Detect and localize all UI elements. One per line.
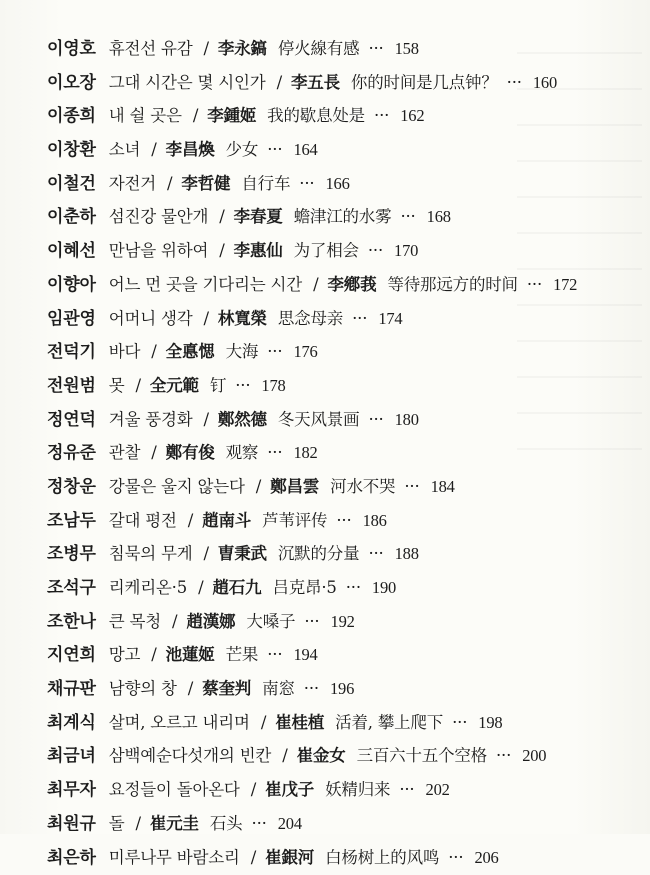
author-korean: 이향아 xyxy=(47,274,96,295)
leader-dots: ··· xyxy=(448,847,464,867)
author-chinese: 林寬榮 xyxy=(217,308,267,328)
poem-title-korean: 살며, 오르고 내리며 xyxy=(108,712,250,732)
leader-dots: ··· xyxy=(303,679,319,699)
author-chinese: 全悳愢 xyxy=(165,342,215,362)
page-number: 180 xyxy=(394,409,419,429)
author-chinese: 趙石九 xyxy=(212,578,262,597)
leader-dots: ··· xyxy=(267,443,283,463)
separator: / xyxy=(203,409,209,429)
author-korean: 이혜선 xyxy=(47,241,96,262)
poem-title-korean: 돌 xyxy=(108,813,125,833)
author-korean: 전덕기 xyxy=(47,342,96,363)
toc-entry-13 xyxy=(47,436,647,470)
poem-title-korean: 큰 목청 xyxy=(108,611,161,631)
author-chinese: 崔元圭 xyxy=(149,813,199,833)
author-korean: 지연희 xyxy=(47,645,96,666)
poem-title-korean: 소녀 xyxy=(108,140,141,160)
leader-dots: ··· xyxy=(267,645,283,665)
author-chinese: 李永鎬 xyxy=(217,39,267,58)
poem-title-chinese: 沉默的分量 xyxy=(277,544,360,564)
author-korean: 최은하 xyxy=(47,847,96,868)
author-chinese: 鄭然德 xyxy=(217,409,267,429)
poem-title-chinese: 等待那远方的时间 xyxy=(387,274,518,294)
page-number: 176 xyxy=(293,342,318,362)
poem-title-korean: 바다 xyxy=(108,342,141,362)
poem-title-chinese: 冬天风景画 xyxy=(277,409,360,429)
leader-dots: ··· xyxy=(404,476,420,496)
page-number: 192 xyxy=(330,611,355,631)
poem-title-korean: 망고 xyxy=(108,645,141,665)
poem-title-chinese: 大海 xyxy=(225,342,259,362)
poem-title-chinese: 观察 xyxy=(225,443,259,463)
separator: / xyxy=(187,679,194,699)
separator: / xyxy=(313,274,319,294)
author-chinese: 李五長 xyxy=(290,72,340,92)
poem-title-korean: 만남을 위하여 xyxy=(108,241,209,261)
leader-dots: ··· xyxy=(399,780,415,800)
leader-dots: ··· xyxy=(267,342,283,362)
toc-entry-8 xyxy=(47,268,647,302)
toc-entry-1 xyxy=(47,32,647,66)
page-number: 174 xyxy=(378,308,403,328)
author-korean: 조한나 xyxy=(47,611,96,632)
author-chinese: 李鄕莪 xyxy=(327,274,377,294)
toc-entry-2 xyxy=(47,66,647,100)
leader-dots: ··· xyxy=(235,375,251,395)
poem-title-korean: 어머니 생각 xyxy=(108,308,193,328)
author-korean: 임관영 xyxy=(47,308,96,329)
separator: / xyxy=(219,207,225,227)
poem-title-korean: 미루나무 바람소리 xyxy=(108,847,240,867)
leader-dots: ··· xyxy=(400,207,416,227)
poem-title-chinese: 你的时间是几点钟？ xyxy=(350,72,498,92)
toc-entry-25 xyxy=(47,841,647,875)
separator: / xyxy=(151,645,157,665)
poem-title-chinese: 为了相会 xyxy=(293,241,359,261)
poem-title-korean: 갈대 평전 xyxy=(108,510,177,530)
poem-title-chinese: 芦苇评传 xyxy=(262,510,328,530)
page-number: 186 xyxy=(362,510,387,530)
poem-title-korean: 삼백예순다섯개의 빈칸 xyxy=(108,746,272,766)
poem-title-korean: 못 xyxy=(108,375,125,395)
poem-title-chinese: 石头 xyxy=(209,813,243,833)
author-korean: 조남두 xyxy=(47,510,96,531)
author-korean: 이종희 xyxy=(47,106,96,127)
page-number: 200 xyxy=(522,746,547,766)
separator: / xyxy=(203,39,209,58)
poem-title-chinese: 白杨树上的风鸣 xyxy=(325,847,440,867)
author-korean: 전원범 xyxy=(47,375,96,396)
poem-title-korean: 강물은 울지 않는다 xyxy=(108,476,245,496)
author-chinese: 鄭有俊 xyxy=(165,443,215,463)
author-chinese: 李惠仙 xyxy=(233,241,283,261)
page-number: 182 xyxy=(293,443,318,463)
toc-entry-9 xyxy=(47,302,647,336)
separator: / xyxy=(166,173,173,193)
author-korean: 채규판 xyxy=(47,679,96,700)
leader-dots: ··· xyxy=(368,544,384,564)
page-number: 190 xyxy=(371,578,397,597)
separator: / xyxy=(151,443,157,463)
author-chinese: 趙南斗 xyxy=(202,510,252,530)
poem-title-chinese: 芒果 xyxy=(225,645,259,665)
poem-title-korean: 남향의 창 xyxy=(108,679,177,699)
leader-dots: ··· xyxy=(299,173,315,193)
separator: / xyxy=(192,106,199,126)
separator: / xyxy=(276,72,282,92)
toc-entry-18 xyxy=(47,605,647,639)
author-chinese: 全元範 xyxy=(149,375,199,395)
author-chinese: 李春夏 xyxy=(233,207,283,227)
leader-dots: ··· xyxy=(526,274,543,294)
author-korean: 이영호 xyxy=(47,39,96,59)
separator: / xyxy=(219,241,225,261)
page-number: 204 xyxy=(277,813,302,833)
poem-title-chinese: 活着, 攀上爬下 xyxy=(335,712,444,732)
author-korean: 조병무 xyxy=(47,544,96,565)
poem-title-korean: 어느 먼 곳을 기다리는 시간 xyxy=(108,274,303,294)
separator: / xyxy=(198,578,204,597)
poem-title-korean: 리케리온·5 xyxy=(108,578,188,597)
poem-title-korean: 겨울 풍경화 xyxy=(108,409,193,429)
toc-entry-11 xyxy=(47,369,647,403)
page-number: 198 xyxy=(478,712,503,732)
leader-dots: ··· xyxy=(345,578,361,597)
separator: / xyxy=(187,510,194,530)
page-number: 164 xyxy=(293,140,318,160)
poem-title-chinese: 妖精归来 xyxy=(325,780,391,800)
poem-title-chinese: 我的歇息处是 xyxy=(267,106,365,126)
poem-title-chinese: 蟾津江的水雾 xyxy=(293,207,392,227)
toc-entry-3 xyxy=(47,99,647,133)
author-korean: 최금녀 xyxy=(47,746,96,767)
author-korean: 정연덕 xyxy=(47,409,96,430)
author-chinese: 崔桂植 xyxy=(275,712,325,732)
author-korean: 정유준 xyxy=(47,443,96,464)
page-number: 166 xyxy=(325,173,350,193)
separator: / xyxy=(203,544,209,564)
author-chinese: 崔戊子 xyxy=(265,780,315,800)
author-korean: 이오장 xyxy=(47,72,96,93)
separator: / xyxy=(255,476,262,496)
page-number: 188 xyxy=(394,544,419,564)
poem-title-chinese: 大嗓子 xyxy=(246,611,296,631)
poem-title-chinese: 吕克昂·5 xyxy=(272,578,337,597)
separator: / xyxy=(260,712,267,732)
toc-entry-23 xyxy=(47,773,647,807)
leader-dots: ··· xyxy=(368,409,384,429)
author-chinese: 李鍾姬 xyxy=(207,106,257,126)
toc-entry-12 xyxy=(47,403,647,437)
poem-title-korean: 관찰 xyxy=(108,443,141,463)
author-korean: 이창환 xyxy=(47,140,96,161)
page-number: 162 xyxy=(400,106,425,126)
poem-title-chinese: 钉 xyxy=(209,375,227,395)
poem-title-chinese: 河水不哭 xyxy=(330,476,396,496)
separator: / xyxy=(151,342,157,362)
toc-entry-5 xyxy=(47,167,647,201)
author-chinese: 蔡奎判 xyxy=(202,679,252,699)
page-number: 168 xyxy=(426,207,451,227)
author-chinese: 李哲健 xyxy=(181,173,231,193)
leader-dots: ··· xyxy=(251,813,267,833)
poem-title-korean: 침묵의 무게 xyxy=(108,544,193,564)
leader-dots: ··· xyxy=(304,611,320,631)
toc-entry-15 xyxy=(47,504,647,538)
toc-entry-19 xyxy=(47,638,647,672)
page-number: 184 xyxy=(430,476,455,496)
leader-dots: ··· xyxy=(352,308,368,328)
separator: / xyxy=(135,375,141,395)
separator: / xyxy=(203,308,209,328)
author-chinese: 鄭昌雲 xyxy=(270,476,320,496)
page-number: 170 xyxy=(394,241,419,261)
leader-dots: ··· xyxy=(336,510,352,530)
poem-title-korean: 자전거 xyxy=(108,173,156,193)
author-chinese: 池蓮姬 xyxy=(165,645,215,665)
author-korean: 이춘하 xyxy=(47,207,96,228)
toc-entry-7 xyxy=(47,234,647,268)
leader-dots: ··· xyxy=(374,106,390,126)
author-korean: 조석구 xyxy=(47,578,96,598)
poem-title-korean: 내 쉴 곳은 xyxy=(108,106,182,126)
toc-entry-17 xyxy=(47,571,647,605)
leader-dots: ··· xyxy=(368,39,384,58)
separator: / xyxy=(172,611,178,631)
separator: / xyxy=(250,780,257,800)
author-chinese: 李昌煥 xyxy=(165,140,215,160)
page-number: 178 xyxy=(261,375,286,395)
poem-title-chinese: 思念母亲 xyxy=(277,308,344,328)
separator: / xyxy=(282,746,288,766)
author-korean: 이철건 xyxy=(47,173,96,194)
toc-entry-22 xyxy=(47,739,647,773)
poem-title-korean: 요정들이 돌아온다 xyxy=(108,780,240,800)
author-korean: 최무자 xyxy=(47,780,96,801)
page-number: 202 xyxy=(425,780,450,800)
page-number: 158 xyxy=(394,39,419,58)
toc-entry-14 xyxy=(47,470,647,504)
toc-entry-6 xyxy=(47,200,647,234)
poem-title-chinese: 南窓 xyxy=(262,679,295,699)
toc-entry-20 xyxy=(47,672,647,706)
poem-title-chinese: 少女 xyxy=(225,140,259,160)
leader-dots: ··· xyxy=(506,72,522,92)
author-chinese: 崔金女 xyxy=(296,746,346,766)
leader-dots: ··· xyxy=(496,746,512,766)
poem-title-chinese: 自行车 xyxy=(241,173,291,193)
separator: / xyxy=(151,140,157,160)
author-korean: 최계식 xyxy=(47,712,96,733)
poem-title-korean: 섬진강 물안개 xyxy=(108,207,209,227)
toc-entry-21 xyxy=(47,706,647,740)
author-korean: 정창운 xyxy=(47,476,96,497)
page-number: 196 xyxy=(329,679,355,699)
toc-entry-16 xyxy=(47,537,647,571)
poem-title-chinese: 三百六十五个空格 xyxy=(356,746,487,766)
poem-title-korean: 휴전선 유감 xyxy=(108,39,193,58)
leader-dots: ··· xyxy=(267,140,283,160)
author-chinese: 崔銀河 xyxy=(265,847,315,867)
page-number: 194 xyxy=(293,645,318,665)
separator: / xyxy=(135,813,141,833)
author-korean: 최원규 xyxy=(47,813,96,834)
page-number: 206 xyxy=(474,847,499,867)
toc-entry-24 xyxy=(47,807,647,841)
separator: / xyxy=(250,847,257,867)
toc-entry-10 xyxy=(47,335,647,369)
poem-title-chinese: 停火線有感 xyxy=(277,39,360,58)
toc-entry-4 xyxy=(47,133,647,167)
author-chinese: 曺秉武 xyxy=(217,544,267,564)
leader-dots: ··· xyxy=(452,712,468,732)
author-chinese: 趙漢娜 xyxy=(186,611,236,631)
leader-dots: ··· xyxy=(367,241,383,261)
page-number: 160 xyxy=(532,72,558,92)
table-of-contents xyxy=(47,32,647,874)
page-number: 172 xyxy=(553,274,578,294)
poem-title-korean: 그대 시간은 몇 시인가 xyxy=(108,72,266,92)
